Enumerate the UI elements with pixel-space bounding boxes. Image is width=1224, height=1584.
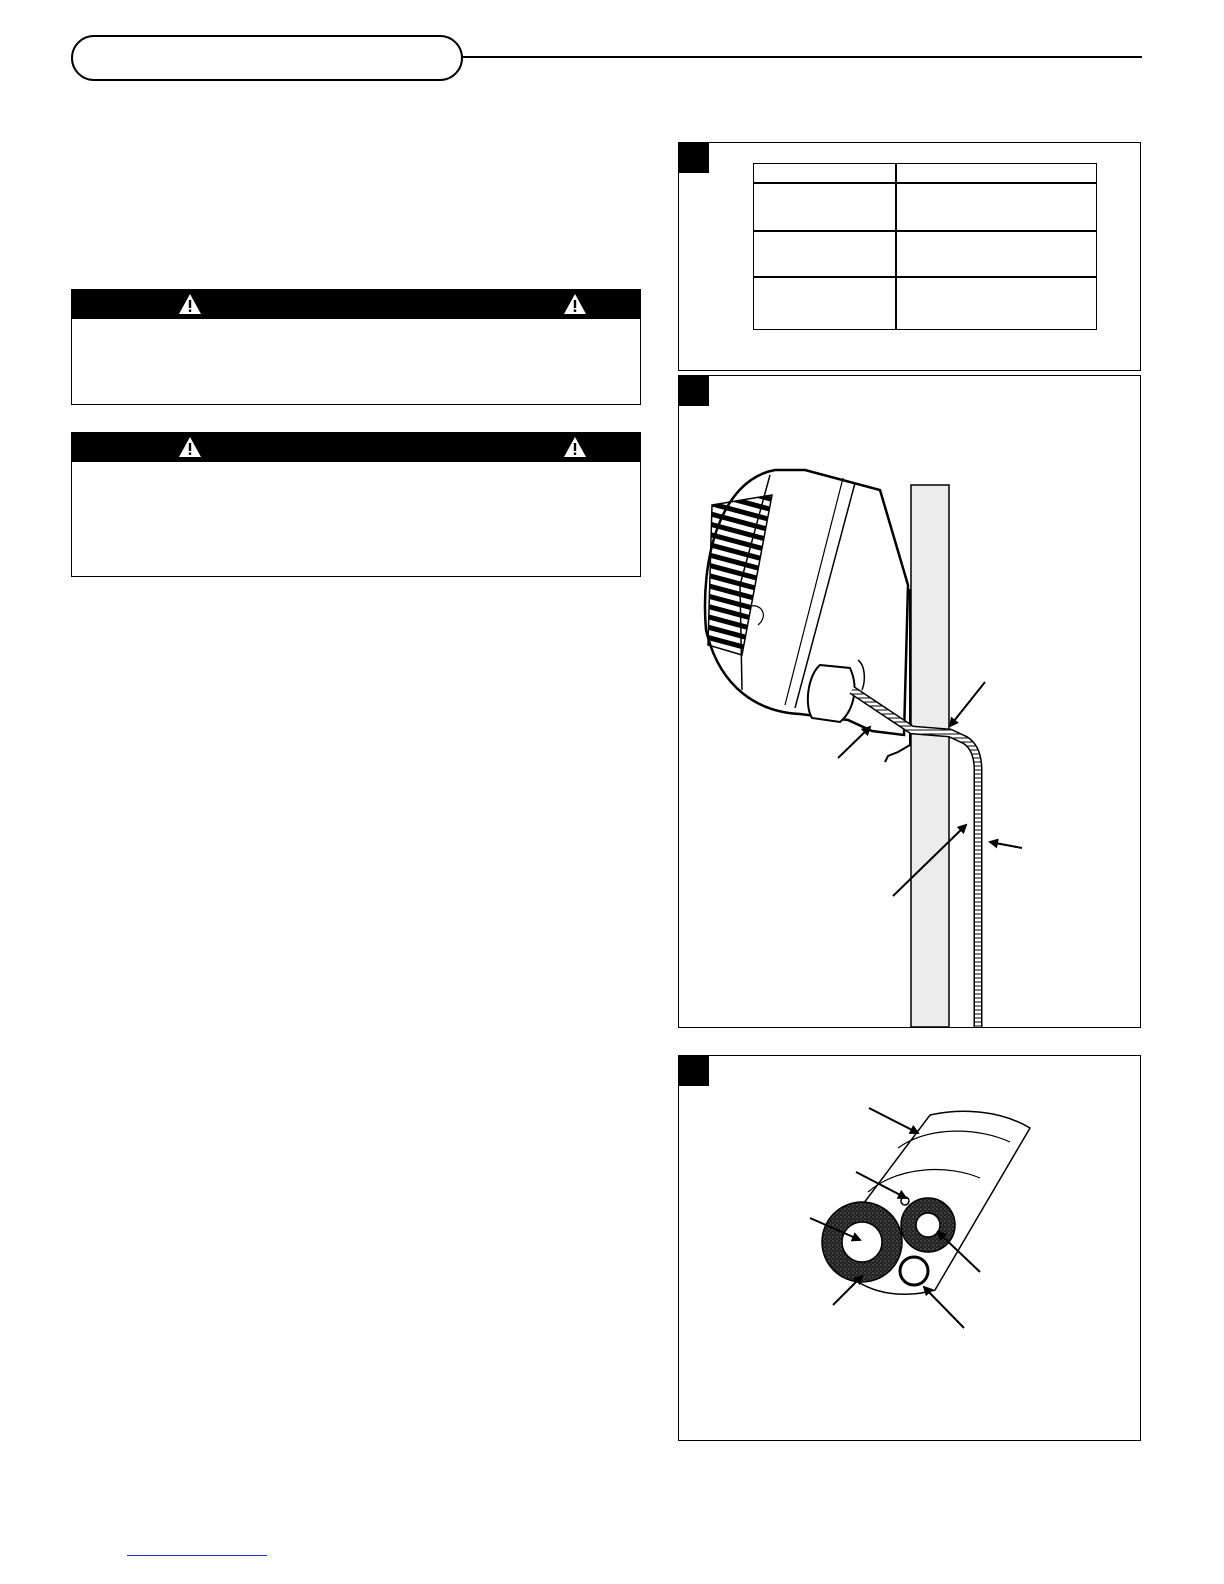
callout-arrow [869, 1108, 918, 1133]
drain-hose [900, 1257, 928, 1285]
footer-link[interactable] [127, 1555, 267, 1556]
large-pipe-core [842, 1222, 882, 1262]
callout-arrow [924, 1287, 964, 1328]
callout-arrow [833, 1276, 862, 1305]
small-pipe-core [916, 1213, 940, 1237]
